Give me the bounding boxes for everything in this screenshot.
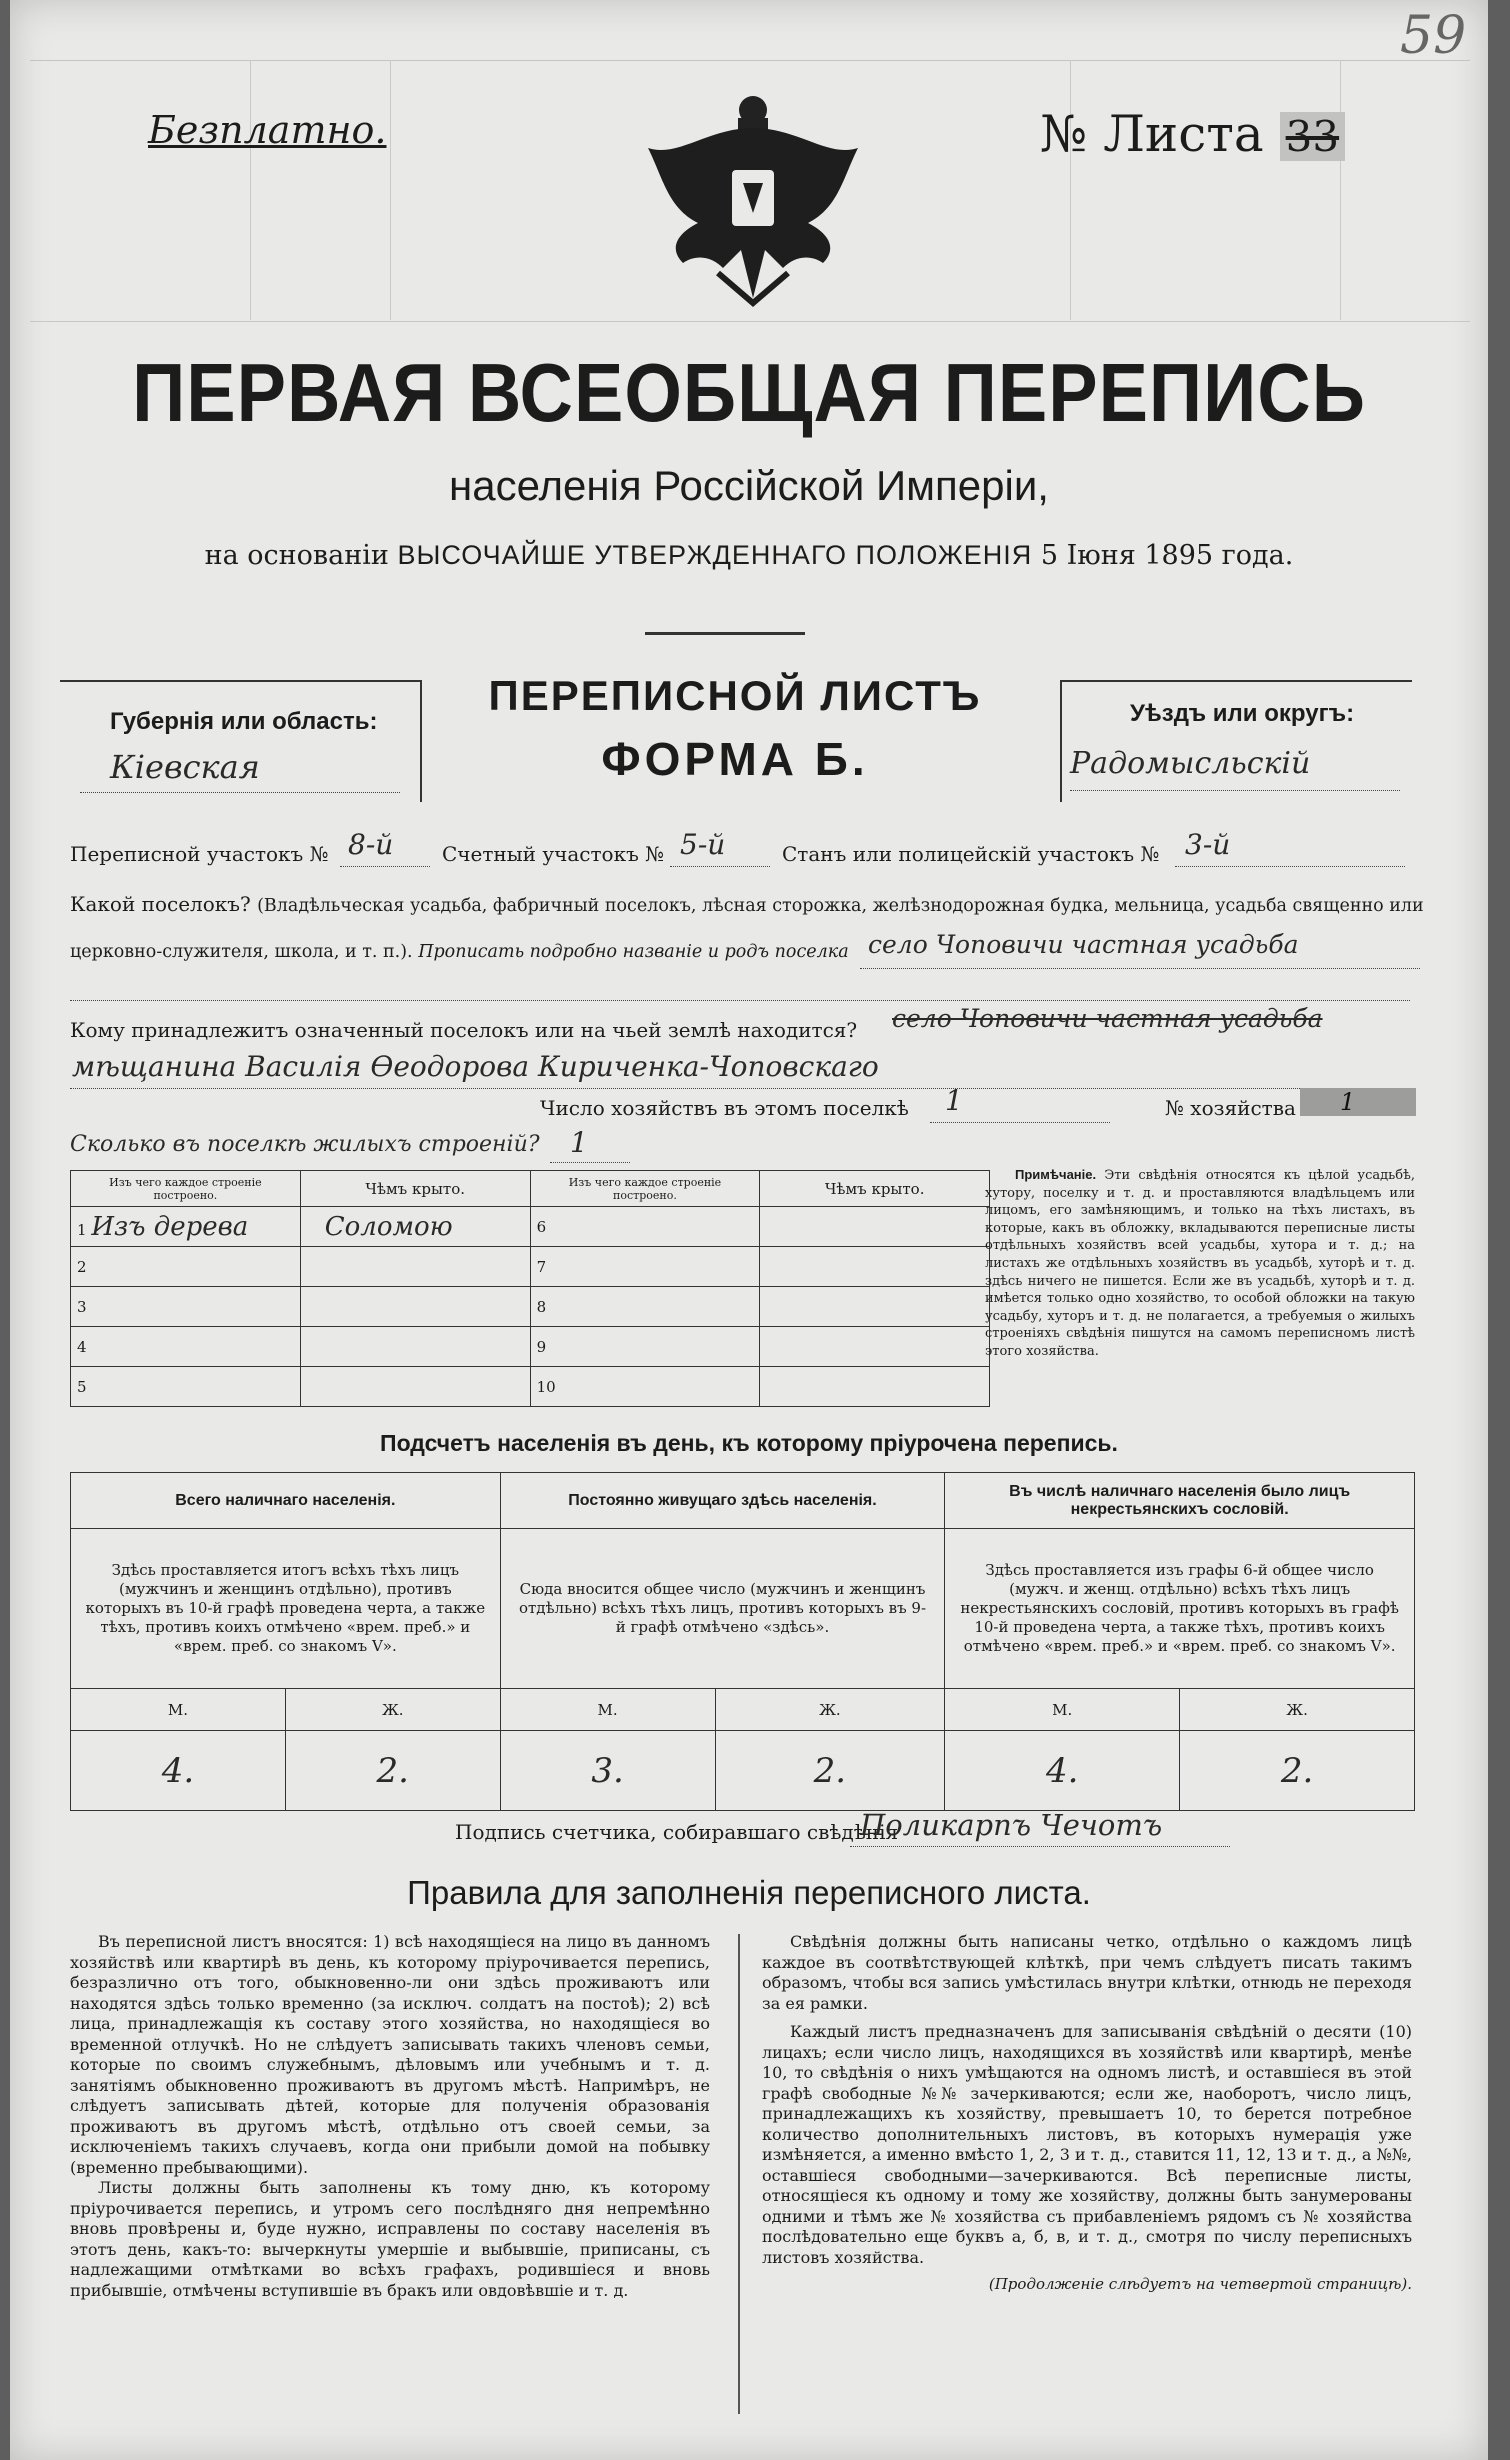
imperial-eagle-emblem bbox=[638, 88, 868, 328]
female-label: Ж. bbox=[715, 1689, 945, 1731]
building-cell[interactable] bbox=[760, 1247, 990, 1287]
row-number: 4 bbox=[77, 1337, 87, 1356]
total-present-female[interactable]: 2. bbox=[285, 1731, 500, 1811]
row-number: 1 bbox=[77, 1220, 87, 1239]
ghost-divider bbox=[1340, 60, 1341, 320]
table-row bbox=[71, 1287, 990, 1327]
settlement-label: Какой поселокъ? bbox=[70, 892, 251, 916]
row-number: 7 bbox=[536, 1257, 547, 1276]
permanent-male[interactable]: 3. bbox=[500, 1731, 715, 1811]
row-number: 3 bbox=[77, 1297, 87, 1316]
settlement-line2 bbox=[70, 942, 849, 962]
row-number: 9 bbox=[536, 1337, 547, 1356]
population-col2-header: Постоянно живущаго здѣсь населенія. bbox=[500, 1473, 945, 1529]
sheet-number-label: № Листа bbox=[1040, 105, 1264, 163]
settlement-value[interactable]: село Чоповичи частная усадьба bbox=[868, 930, 1299, 959]
uezd-label: Уѣздъ или округъ: bbox=[1130, 700, 1355, 727]
note-text: Эти свѣдѣнія относятся къ цѣлой усадьбѣ, хутору, поселку и т. д. и проставляются владѣльцемъ или лицомъ, его замѣняющимъ, и только на тѣхъ листахъ, въ которые, какъ въ обложку, вкладываются переписные листы отдѣльныхъ хозяйствъ всей усадьбы, хутора и т. д.; на листахъ же отдѣльныхъ хозяйствъ въ усадьбѣ, хуторѣ и т. д. здѣсь ничего не пишется. Если же въ усадьбѣ, хуторѣ и т. д. имѣется только одно хозяйство, то особой обложки на такую усадьбу, хуторъ и т. д. не полагается, а требуемыя о жилыхъ строеніяхъ свѣдѣнія пишутся на самомъ переписномъ листѣ этого хозяйства. bbox=[985, 1168, 1415, 1359]
ghost-divider bbox=[390, 60, 391, 320]
building-cell[interactable] bbox=[71, 1247, 301, 1287]
rules-title: Правила для заполненія переписного листа. bbox=[407, 1874, 1091, 1911]
basis-line bbox=[10, 540, 1488, 571]
uezd-box bbox=[1060, 680, 1412, 802]
household-number-value[interactable]: 1 bbox=[1300, 1088, 1416, 1116]
signature-value[interactable]: Поликарпъ Чечотъ bbox=[860, 1808, 1163, 1842]
col-header-roof-right: Чѣмъ крыто. bbox=[760, 1171, 990, 1207]
building-cell[interactable] bbox=[71, 1367, 301, 1407]
household-number-label: № хозяйства bbox=[1165, 1096, 1296, 1120]
building-cell[interactable] bbox=[760, 1367, 990, 1407]
rules-right-column bbox=[762, 1932, 1412, 2295]
non-peasant-female[interactable]: 2. bbox=[1180, 1731, 1415, 1811]
col-header-material-left: Изъ чего каждое строеніе построено. bbox=[71, 1171, 301, 1207]
owner-label: Кому принадлежитъ означенный поселокъ или на чьей землѣ находится? bbox=[70, 1018, 858, 1042]
population-col1-header: Всего наличнаго населенія. bbox=[71, 1473, 501, 1529]
building-cell[interactable] bbox=[530, 1247, 760, 1287]
stan-label: Станъ или полицейскій участокъ № bbox=[782, 842, 1160, 866]
building-cell[interactable] bbox=[530, 1207, 760, 1247]
gubernia-value[interactable]: Кіевская bbox=[110, 748, 260, 786]
table-row bbox=[71, 1367, 990, 1407]
household-count-underline bbox=[930, 1122, 1110, 1123]
building-cell[interactable] bbox=[300, 1327, 530, 1367]
male-label: М. bbox=[945, 1689, 1180, 1731]
settlement-instruction: Прописать подробно названіе и родъ поселка bbox=[418, 942, 849, 962]
counting-district-label: Счетный участокъ № bbox=[442, 842, 665, 866]
uezd-value[interactable]: Радомысльскій bbox=[1070, 746, 1311, 781]
ghost-divider bbox=[250, 60, 251, 320]
sheet-number bbox=[1040, 105, 1345, 163]
building-cell[interactable] bbox=[71, 1287, 301, 1327]
buildings-note bbox=[985, 1166, 1415, 1361]
population-col1-desc: Здѣсь проставляется итогъ всѣхъ тѣхъ лицъ (мужчинъ и женщинъ отдѣльно), противъ которыхъ въ 10-й графѣ проведена черта, а также тѣхъ, противъ коихъ отмѣчено «врем. преб.» и «врем. преб. со знакомъ V». bbox=[71, 1529, 501, 1689]
settlement-line1 bbox=[70, 892, 1424, 916]
census-district-underline bbox=[340, 866, 430, 867]
gubernia-label: Губернія или область: bbox=[110, 708, 378, 735]
building-material: Изъ дерева bbox=[91, 1211, 249, 1242]
population-table bbox=[70, 1472, 1415, 1811]
gubernia-underline bbox=[80, 792, 400, 793]
building-cell[interactable] bbox=[760, 1327, 990, 1367]
free-label: Безплатно. bbox=[148, 108, 387, 152]
buildings-underline bbox=[550, 1162, 630, 1163]
building-cell[interactable] bbox=[760, 1287, 990, 1327]
rules-right-p1: Свѣдѣнія должны быть написаны четко, отдѣльно о каждомъ лицѣ каждое въ соотвѣтствующей клѣткѣ, при чемъ слѣдуетъ писать такимъ образомъ, чтобы вся запись умѣстилась внутри клѣтки, отнюдь не переходя за ея рамки. bbox=[762, 1932, 1412, 2013]
margin-page-number: 59 bbox=[1400, 6, 1467, 66]
sheet-type-title: ПЕРЕПИСНОЙ ЛИСТЪ bbox=[488, 672, 982, 719]
building-cell[interactable] bbox=[71, 1207, 301, 1247]
permanent-female[interactable]: 2. bbox=[715, 1731, 945, 1811]
building-cell[interactable] bbox=[300, 1247, 530, 1287]
sheet-number-value: 33 bbox=[1280, 112, 1345, 161]
settlement-underline-2 bbox=[70, 1000, 1410, 1001]
row-number: 10 bbox=[536, 1377, 556, 1396]
building-cell[interactable] bbox=[300, 1287, 530, 1327]
building-cell[interactable] bbox=[300, 1367, 530, 1407]
building-roof: Соломою bbox=[324, 1211, 453, 1242]
settlement-hint-2: церковно-служителя, школа, и т. п.). bbox=[70, 942, 413, 962]
non-peasant-male[interactable]: 4. bbox=[945, 1731, 1180, 1811]
owner-underline bbox=[70, 1088, 1410, 1089]
settlement-hint-1: (Владѣльческая усадьба, фабричный поселокъ, лѣсная сторожка, желѣзнодорожная будка, мельница, усадьба священно или bbox=[257, 896, 1424, 916]
buildings-table bbox=[70, 1170, 990, 1407]
signature-underline bbox=[850, 1846, 1230, 1847]
col-header-roof-left: Чѣмъ крыто. bbox=[300, 1171, 530, 1207]
population-col2-desc: Сюда вносится общее число (мужчинъ и женщинъ отдѣльно) всѣхъ тѣхъ лицъ, противъ которыхъ въ 9-й графѣ отмѣчено «здѣсь». bbox=[500, 1529, 945, 1689]
male-label: М. bbox=[71, 1689, 286, 1731]
row-number: 2 bbox=[77, 1257, 87, 1276]
building-cell[interactable] bbox=[760, 1207, 990, 1247]
buildings-label: Сколько въ поселкѣ жилыхъ строеній? bbox=[70, 1132, 540, 1157]
form-type-title: ФОРМА Б. bbox=[601, 733, 869, 785]
table-row bbox=[71, 1247, 990, 1287]
building-cell[interactable] bbox=[530, 1287, 760, 1327]
row-number: 6 bbox=[536, 1217, 547, 1236]
census-district-label: Переписной участокъ № bbox=[70, 842, 329, 866]
basis-caps: ВЫСОЧАЙШЕ УТВЕРЖДЕННАГО ПОЛОЖЕНІЯ bbox=[397, 540, 1033, 570]
population-title: Подсчетъ населенія въ день, къ которому пріурочена перепись. bbox=[380, 1430, 1118, 1456]
owner-value-line2[interactable]: мѣщанина Василія Ѳеодорова Кириченка-Чоповскаго bbox=[72, 1050, 879, 1083]
uezd-underline bbox=[1070, 790, 1400, 791]
stan-value[interactable]: 3-й bbox=[1185, 828, 1231, 861]
population-col3-header: Въ числѣ наличнаго населенія было лицъ некрестьянскихъ сословій. bbox=[945, 1473, 1415, 1529]
rules-left-p2: Листы должны быть заполнены къ тому дню, къ которому пріурочивается перепись, и утромъ сего послѣдняго дня непремѣнно вновь провѣрены и, буде нужно, исправлены по составу населенія въ этотъ день, какъ-то: вычеркнуты умершіе и выбывшіе, приписаны, съ надлежащими отмѣтками во всѣхъ графахъ, родившіеся и вновь прибывшіе, отмѣчены вступившіе въ бракъ или овдовѣвшіе и т. д. bbox=[70, 2178, 710, 2300]
rules-left-p1: Въ переписной листъ вносятся: 1) всѣ находящіеся на лицо въ данномъ хозяйствѣ или квартирѣ въ день, къ которому пріурочивается перепись, безразлично отъ того, обыкновенно-ли они здѣсь проживаютъ или находятся здѣсь только временно (за исключ. солдатъ на постоѣ); 2) всѣ лица, принадлежащія къ составу этого хозяйства, но находящіеся во временной отлучкѣ. Но не слѣдуетъ записывать такихъ членовъ семьи, которые по своимъ служебнымъ, дѣловымъ или учебнымъ и т. д. занятіямъ обыкновенно проживаютъ въ другомъ мѣстѣ. Напримѣръ, не слѣдуетъ записывать дѣтей, которые для полученія образованія проживаютъ въ другомъ мѣстѣ, отдѣльно отъ своей семьи, за исключеніемъ такихъ случаевъ, когда они прибыли домой на побывку (временно пребывающими). bbox=[70, 1932, 710, 2177]
household-count-value[interactable]: 1 bbox=[945, 1084, 963, 1117]
row-number: 8 bbox=[536, 1297, 547, 1316]
settlement-underline bbox=[860, 968, 1420, 969]
col-header-material-right: Изъ чего каждое строеніе построено. bbox=[530, 1171, 760, 1207]
male-label: М. bbox=[500, 1689, 715, 1731]
building-cell[interactable] bbox=[71, 1327, 301, 1367]
rules-left-column bbox=[70, 1932, 710, 2301]
total-present-male[interactable]: 4. bbox=[71, 1731, 286, 1811]
title-divider bbox=[645, 632, 805, 635]
rules-column-divider bbox=[738, 1934, 740, 2414]
census-sheet bbox=[10, 0, 1488, 2460]
household-count-label: Число хозяйствъ въ этомъ поселкѣ bbox=[540, 1096, 909, 1120]
note-title: Примѣчаніе. bbox=[1015, 1167, 1097, 1182]
signature-label: Подпись счетчика, собиравшаго свѣдѣнія bbox=[455, 1820, 899, 1844]
rules-continuation: (Продолженіе слѣдуетъ на четвертой страницѣ). bbox=[988, 2275, 1412, 2293]
main-title: ПЕРВАЯ ВСЕОБЩАЯ ПЕРЕПИСЬ bbox=[132, 346, 1366, 440]
rules-right-p2: Каждый листъ предназначенъ для записыванія свѣдѣній о десяти (10) лицахъ; если число лицъ, находящихся въ хозяйствѣ или квартирѣ, менѣе 10, то свѣдѣнія о нихъ умѣщаются на одномъ листѣ, и оставшіеся въ этой графѣ свободные №№ зачеркиваются; если же, наоборотъ, число лицъ, принадлежащихъ къ хозяйству, превышаетъ 10, то берется потребное количество дополнительныхъ листовъ, въ которыхъ нумерація уже измѣняется, а именно вмѣсто 1, 2, 3 и т. д., ставится 11, 12, 13 и т. д., а №№, оставшіеся свободными—зачеркиваются. Всѣ переписные листы, относящіеся къ одному и тому же хозяйству, должны быть занумерованы одними и тѣмъ же № хозяйства съ прибавленіемъ рядомъ съ № хозяйства послѣдовательно еще буквъ а, б, в, и т. д., смотря по числу переписныхъ листовъ хозяйства. bbox=[762, 2022, 1412, 2267]
population-col3-desc: Здѣсь проставляется изъ графы 6-й общее число (мужч. и женщ. отдѣльно) всѣхъ тѣхъ лицъ некрестьянскихъ сословій, противъ которыхъ въ графѣ 10-й проведена черта, а также тѣхъ, противъ коихъ отмѣчено «врем. преб.» и «врем. преб. со знакомъ V». bbox=[945, 1529, 1415, 1689]
owner-value-line1[interactable]: село Чоповичи частная усадьба bbox=[892, 1004, 1323, 1033]
basis-suffix: 5 Іюня 1895 года. bbox=[1040, 540, 1294, 571]
female-label: Ж. bbox=[285, 1689, 500, 1731]
stan-underline bbox=[1175, 866, 1405, 867]
basis-prefix: на основаніи bbox=[204, 540, 389, 571]
ghost-divider bbox=[1070, 60, 1071, 320]
census-district-value[interactable]: 8-й bbox=[348, 828, 394, 861]
table-row bbox=[71, 1327, 990, 1367]
building-cell[interactable] bbox=[530, 1367, 760, 1407]
building-cell[interactable] bbox=[300, 1207, 530, 1247]
buildings-value[interactable]: 1 bbox=[570, 1126, 588, 1159]
row-number: 5 bbox=[77, 1377, 87, 1396]
subtitle: населенія Россійской Имперіи, bbox=[449, 462, 1049, 509]
female-label: Ж. bbox=[1180, 1689, 1415, 1731]
counting-district-value[interactable]: 5-й bbox=[680, 828, 726, 861]
table-row bbox=[71, 1207, 990, 1247]
counting-district-underline bbox=[670, 866, 770, 867]
building-cell[interactable] bbox=[530, 1327, 760, 1367]
